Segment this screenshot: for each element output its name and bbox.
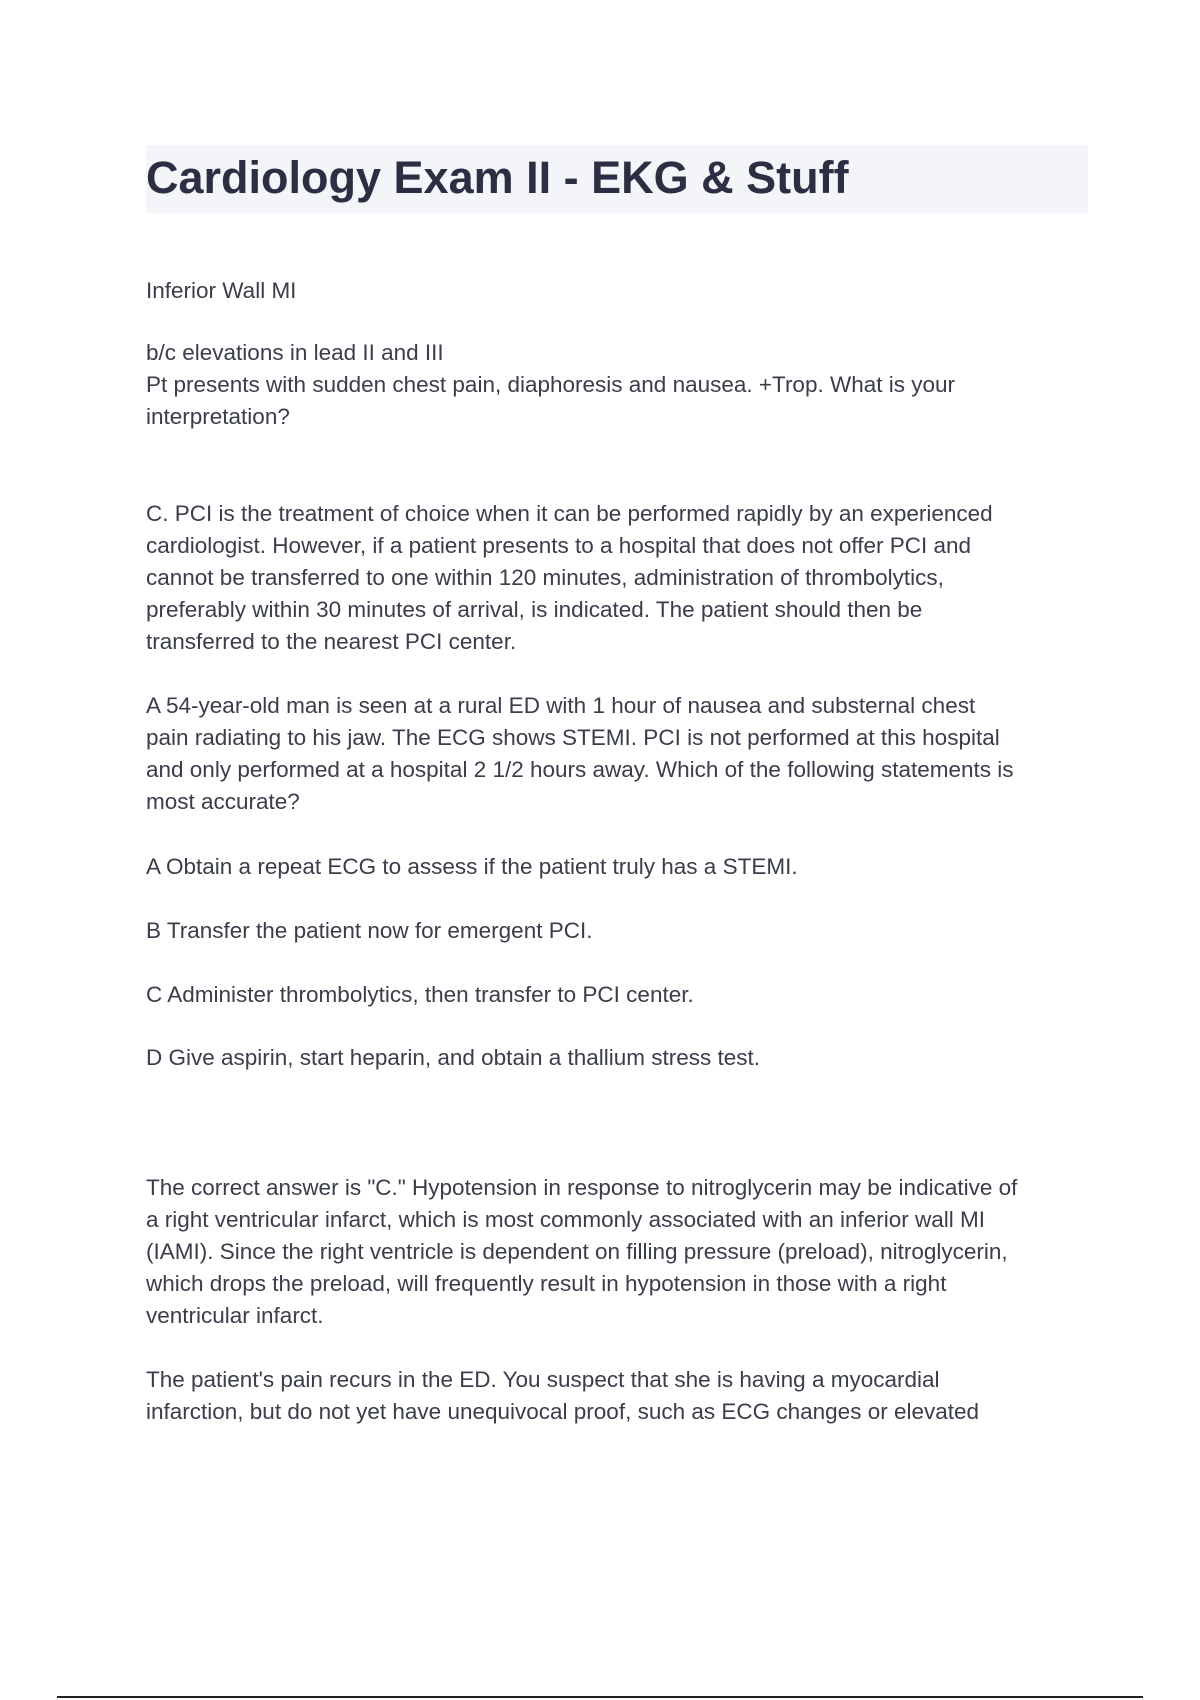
- question-line: pain radiating to his jaw. The ECG shows STEMI. PCI is not performed at this hospital: [146, 725, 1000, 750]
- option-text: A Obtain a repeat ECG to assess if the patient truly has a STEMI.: [146, 854, 798, 879]
- page-title: Cardiology Exam II - EKG & Stuff: [146, 152, 849, 203]
- answer-line: The correct answer is "C." Hypotension in response to nitroglycerin may be indicative of: [146, 1175, 1018, 1200]
- explanation-line: C. PCI is the treatment of choice when it can be performed rapidly by an experienced: [146, 501, 993, 526]
- explanation-line: transferred to the nearest PCI center.: [146, 629, 517, 654]
- card-2-explanation: [146, 498, 1091, 658]
- question-line: infarction, but do not yet have unequivocal proof, such as ECG changes or elevated: [146, 1399, 980, 1424]
- card-3-answer: [146, 1172, 1091, 1332]
- option-text: D Give aspirin, start heparin, and obtain a thallium stress test.: [146, 1045, 761, 1070]
- term-text: Inferior Wall MI: [146, 278, 297, 303]
- answer-line: (IAMI). Since the right ventricle is dependent on filling pressure (preload), nitroglycerin,: [146, 1239, 1008, 1264]
- definition-line: b/c elevations in lead II and III: [146, 340, 444, 365]
- definition-line: interpretation?: [146, 404, 290, 429]
- page-bottom-rule: [57, 1696, 1143, 1698]
- explanation-line: cardiologist. However, if a patient presents to a hospital that does not offer PCI and: [146, 533, 972, 558]
- question-line: most accurate?: [146, 789, 300, 814]
- card-1-definition: [146, 337, 1091, 433]
- question-line: A 54-year-old man is seen at a rural ED with 1 hour of nausea and substernal chest: [146, 693, 976, 718]
- answer-line: ventricular infarct.: [146, 1303, 324, 1328]
- option-a: [146, 851, 1091, 883]
- explanation-line: cannot be transferred to one within 120 minutes, administration of thrombolytics,: [146, 565, 944, 590]
- card-1-term: [146, 275, 1091, 307]
- card-2-question: [146, 690, 1091, 818]
- question-line: The patient's pain recurs in the ED. You suspect that she is having a myocardial: [146, 1367, 940, 1392]
- question-line: and only performed at a hospital 2 1/2 hours away. Which of the following statements is: [146, 757, 1014, 782]
- option-d: [146, 1042, 1091, 1074]
- option-c: [146, 979, 1091, 1011]
- title-banner: [146, 145, 1088, 213]
- answer-line: a right ventricular infarct, which is most commonly associated with an inferior wall MI: [146, 1207, 986, 1232]
- explanation-line: preferably within 30 minutes of arrival, is indicated. The patient should then be: [146, 597, 923, 622]
- definition-line: Pt presents with sudden chest pain, diaphoresis and nausea. +Trop. What is your: [146, 372, 956, 397]
- option-text: C Administer thrombolytics, then transfer to PCI center.: [146, 982, 694, 1007]
- answer-line: which drops the preload, will frequently result in hypotension in those with a right: [146, 1271, 947, 1296]
- option-text: B Transfer the patient now for emergent PCI.: [146, 918, 593, 943]
- option-b: [146, 915, 1091, 947]
- card-3-question: [146, 1364, 1091, 1428]
